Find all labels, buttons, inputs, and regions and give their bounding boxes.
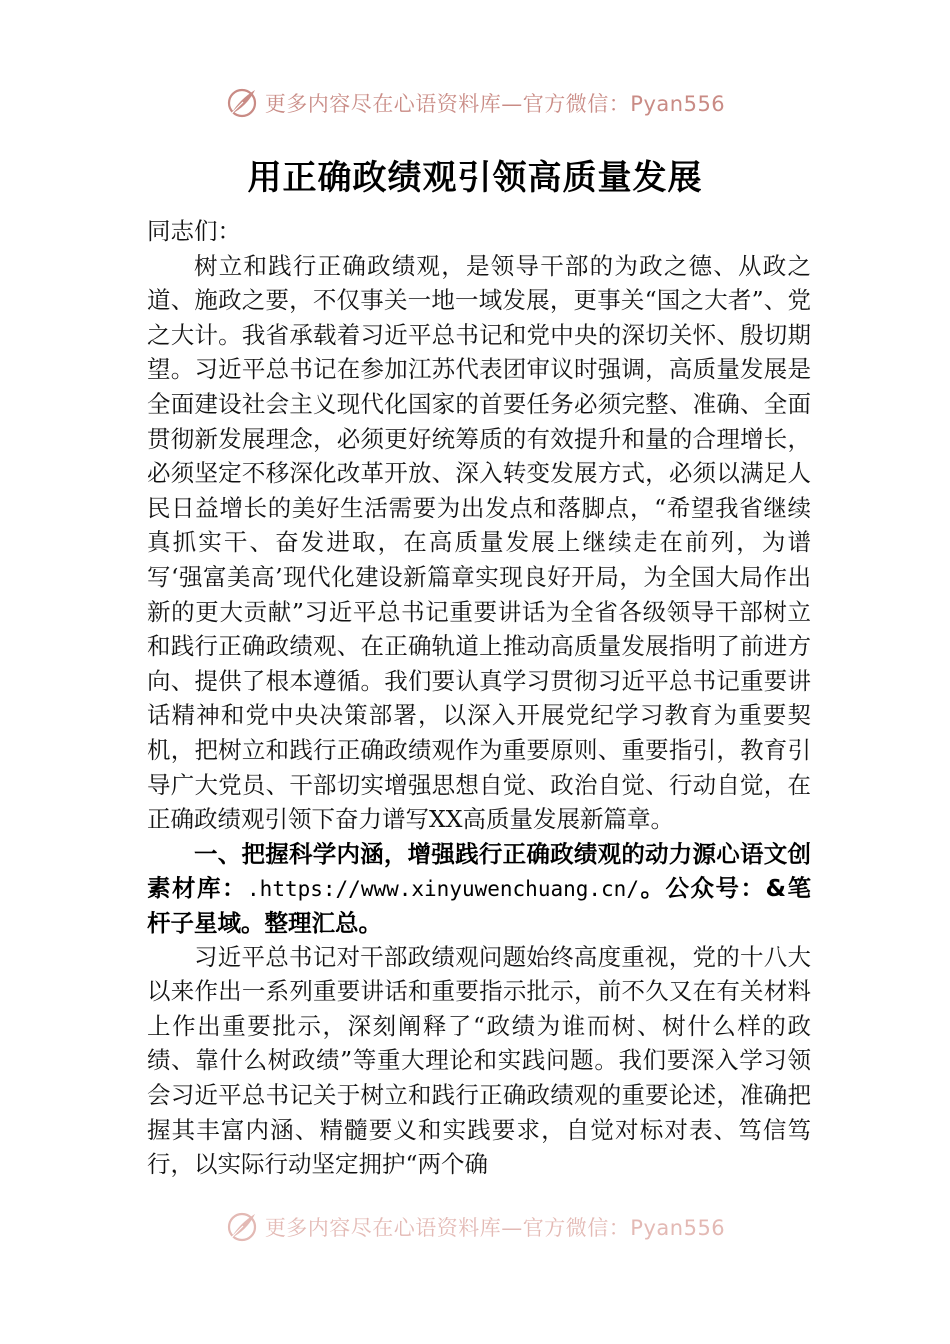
feather-pen-logo-icon	[225, 1210, 259, 1244]
header-watermark	[0, 86, 950, 120]
section-1-heading-part1: 一、把握科学内涵，增强践行正确政绩观的动力源心语文创素材库：	[147, 839, 811, 902]
section-1-heading	[147, 837, 811, 940]
paragraph-1: 树立和践行正确政绩观，是领导干部的为政之德、从政之道、施政之要，不仅事关一地一域发展，更事关“国之大者”、党之大计。我省承载着习近平总书记和党中央的深切关怀、殷切期望。习近平总书记在参加江苏代表团审议时强调，高质量发展是全面建设社会主义现代化国家的首要任务必须完整、准确、全面贯彻新发展理念，必须更好统筹质的有效提升和量的合理增长，必须坚定不移深化改革开放、深入转变发展方式，必须以满足人民日益增长的美好生活需要为出发点和落脚点，“希望我省继续真抓实干、奋发进取，在高质量发展上继续走在前列，为谱写‘强富美高’现代化建设新篇章实现良好开局，为全国大局作出新的更大贡献”习近平总书记重要讲话为全省各级领导干部树立和践行正确政绩观、在正确轨道上推动高质量发展指明了前进方向、提供了根本遵循。我们要认真学习贯彻习近平总书记重要讲话精神和党中央决策部署，以深入开展党纪学习教育为重要契机，把树立和践行正确政绩观作为重要原则、重要指引，教育引导广大党员、干部切实增强思想自觉、政治自觉、行动自觉，在正确政绩观引领下奋力谱写XX高质量发展新篇章。	[147, 251, 811, 834]
paragraph-2: 习近平总书记对干部政绩观问题始终高度重视，党的十八大以来作出一系列重要讲话和重要指示批示，前不久又在有关材料上作出重要批示，深刻阐释了“政绩为谁而树、树什么样的政绩、靠什么树政绩”等重大理论和实践问题。我们要深入学习领会习近平总书记关于树立和践行正确政绩观的重要论述，准确把握其丰富内涵、精髓要义和实践要求，自觉对标对表、笃信笃行，以实际行动坚定拥护“两个确	[147, 942, 811, 1179]
document-title: 用正确政绩观引领高质量发展	[247, 158, 703, 198]
header-watermark-text: 更多内容尽在心语资料库—官方微信：Pyan556	[264, 92, 726, 116]
feather-pen-logo-icon	[225, 86, 259, 120]
salutation: 同志们：	[147, 217, 241, 245]
section-1-heading-part2: 。公众号：&笔杆子星域。整理汇总。	[147, 873, 812, 937]
document-body	[147, 214, 811, 1182]
footer-watermark-text: 更多内容尽在心语资料库—官方微信：Pyan556	[264, 1216, 726, 1240]
footer-watermark	[0, 1210, 950, 1244]
section-1-heading-url: .https://www.xinyuwenchuang.cn/	[247, 876, 639, 901]
